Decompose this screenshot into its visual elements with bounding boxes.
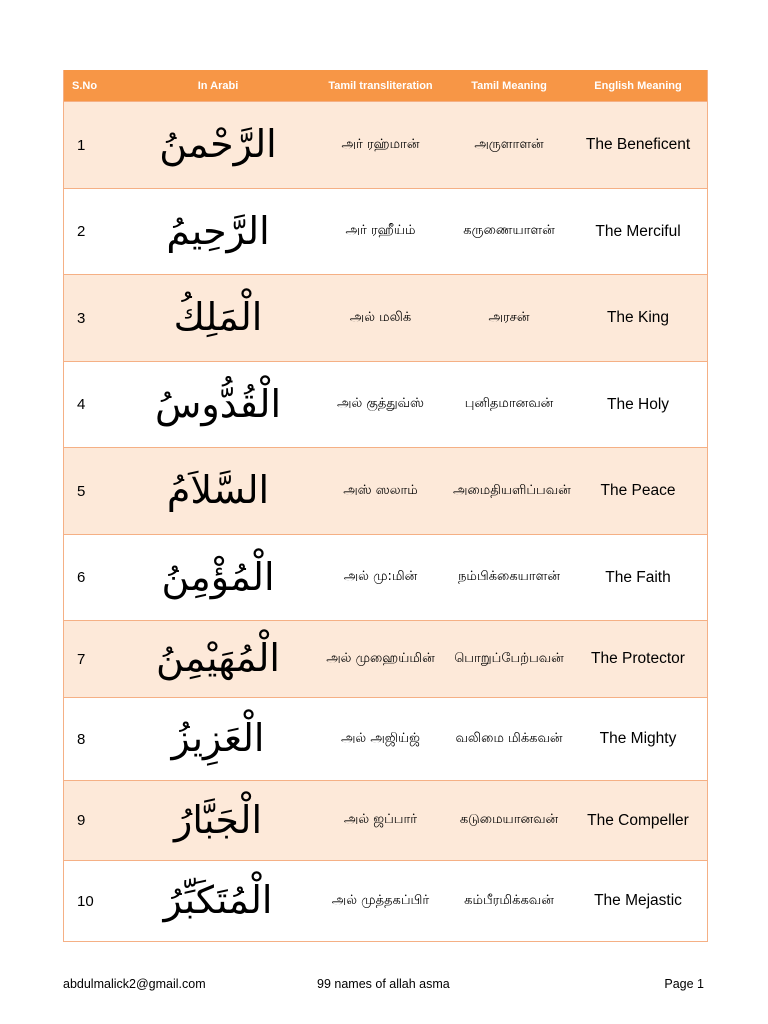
cell-tamil-meaning: அரசன் [449,275,569,362]
cell-arabic: السَّلاَمُ [124,448,312,535]
cell-transliteration: அர் ரஹ்மான் [312,102,449,189]
cell-tamil-meaning: புனிதமானவன் [449,362,569,448]
header-transliteration: Tamil transliteration [312,70,449,102]
cell-transliteration: அஸ் ஸலாம் [312,448,449,535]
cell-transliteration: அல் அஜிய்ஜ் [312,698,449,781]
cell-sno: 6 [64,535,125,621]
cell-english-meaning: The Faith [569,535,708,621]
footer-page-number: Page 1 [664,977,704,991]
cell-tamil-meaning: கடுமையானவன் [449,781,569,861]
cell-sno: 2 [64,189,125,275]
header-english-meaning: English Meaning [569,70,708,102]
cell-english-meaning: The Mejastic [569,861,708,942]
cell-tamil-meaning: அருளாளன் [449,102,569,189]
cell-sno: 8 [64,698,125,781]
cell-english-meaning: The Merciful [569,189,708,275]
cell-sno: 3 [64,275,125,362]
header-tamil-meaning: Tamil Meaning [449,70,569,102]
table-row [64,698,708,781]
cell-sno: 5 [64,448,125,535]
footer-title: 99 names of allah asma [317,977,450,991]
cell-arabic: الْجَبَّارُ [124,781,312,861]
cell-tamil-meaning: நம்பிக்கையாளன் [449,535,569,621]
cell-english-meaning: The Protector [569,621,708,698]
table-row [64,189,708,275]
header-sno: S.No [64,70,125,102]
cell-transliteration: அல் மு:மின் [312,535,449,621]
cell-tamil-meaning: கருணையாளன் [449,189,569,275]
cell-arabic: الْمَلِكُ [124,275,312,362]
cell-arabic: الْعَزِيزُ [124,698,312,781]
cell-arabic: الْمُؤْمِنُ [124,535,312,621]
cell-sno: 4 [64,362,125,448]
cell-english-meaning: The Compeller [569,781,708,861]
table-header-row [64,70,708,102]
table-row [64,621,708,698]
header-arabic: In Arabi [124,70,312,102]
cell-transliteration: அர் ரஹீய்ம் [312,189,449,275]
names-table [63,70,708,942]
table-row [64,535,708,621]
cell-arabic: الرَّحْمنُ [124,102,312,189]
table-row [64,448,708,535]
cell-arabic: الْقُدُّوسُ [124,362,312,448]
cell-sno: 10 [64,861,125,942]
cell-english-meaning: The Peace [569,448,708,535]
table-row [64,861,708,942]
cell-tamil-meaning: வலிமை மிக்கவன் [449,698,569,781]
cell-english-meaning: The Mighty [569,698,708,781]
cell-english-meaning: The King [569,275,708,362]
cell-transliteration: அல் ஜப்பார் [312,781,449,861]
table-row [64,102,708,189]
cell-tamil-meaning: பொறுப்பேற்பவன் [449,621,569,698]
table-row [64,362,708,448]
cell-english-meaning: The Holy [569,362,708,448]
cell-transliteration: அல் முஹைய்மின் [312,621,449,698]
cell-arabic: الْمُتَكَبِّرُ [124,861,312,942]
cell-sno: 1 [64,102,125,189]
cell-sno: 7 [64,621,125,698]
cell-english-meaning: The Beneficent [569,102,708,189]
cell-tamil-meaning: கம்பீரமிக்கவன் [449,861,569,942]
cell-arabic: الْمُهَيْمِنُ [124,621,312,698]
table-row [64,781,708,861]
cell-transliteration: அல் மலிக் [312,275,449,362]
cell-transliteration: அல் முத்தகப்பிர் [312,861,449,942]
cell-tamil-meaning: அமைதியளிப்பவன் [449,448,569,535]
cell-arabic: الرَّحِيمُ [124,189,312,275]
cell-transliteration: அல் குத்துவ்ஸ் [312,362,449,448]
footer-email: abdulmalick2@gmail.com [63,977,206,991]
table-row [64,275,708,362]
cell-sno: 9 [64,781,125,861]
